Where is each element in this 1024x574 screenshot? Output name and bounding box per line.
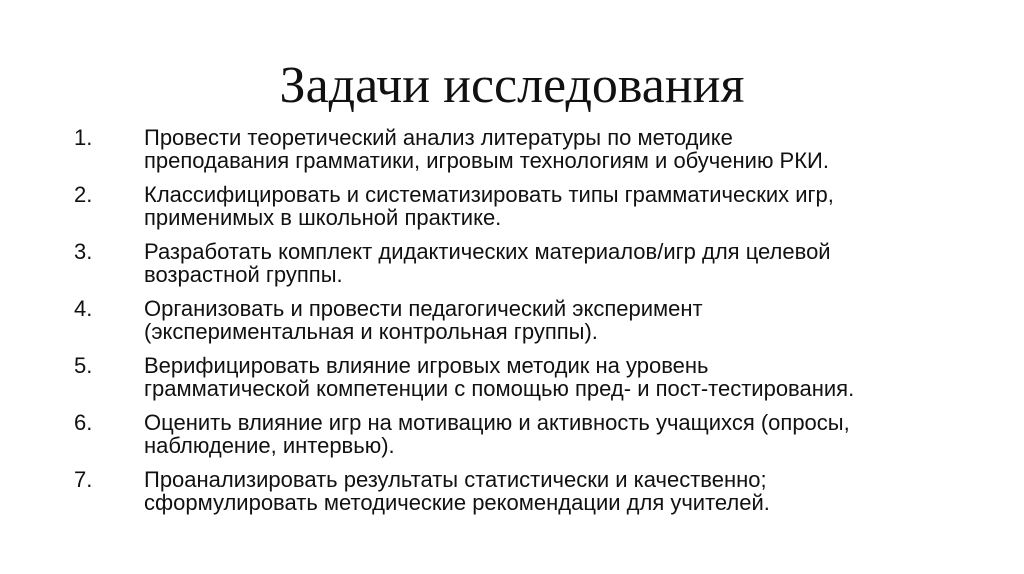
item-number: 7. [74,467,93,492]
list-item [72,126,972,172]
item-text: Верифицировать влияние игровых методик на уровень грамматической компетенции с помощью пред- и пост-тестирования. [144,353,855,401]
item-number: 5. [74,353,93,378]
list-item [72,240,972,286]
item-number: 2. [74,182,93,207]
list-item [72,297,972,343]
item-text: Оценить влияние игр на мотивацию и активность учащихся (опросы, наблюдение, интервью). [144,410,850,458]
item-text: Организовать и провести педагогический эксперимент (экспериментальная и контрольная группы). [144,296,703,344]
list-item [72,354,972,400]
item-number: 1. [74,125,93,150]
item-text: Проанализировать результаты статистически и качественно; сформулировать методические рекомендации для учителей. [144,467,770,515]
item-number: 4. [74,296,93,321]
slide-title: Задачи исследования [279,57,745,114]
item-number: 6. [74,410,93,435]
list-item [72,411,972,457]
task-list [72,126,972,525]
item-text: Классифицировать и систематизировать типы грамматических игр, применимых в школьной практике. [144,182,834,230]
item-text: Разработать комплект дидактических материалов/игр для целевой возрастной группы. [144,239,831,287]
list-item [72,468,972,514]
item-number: 3. [74,239,93,264]
list-item [72,183,972,229]
item-text: Провести теоретический анализ литературы по методике преподавания грамматики, игровым технологиям и обучению РКИ. [144,125,829,173]
